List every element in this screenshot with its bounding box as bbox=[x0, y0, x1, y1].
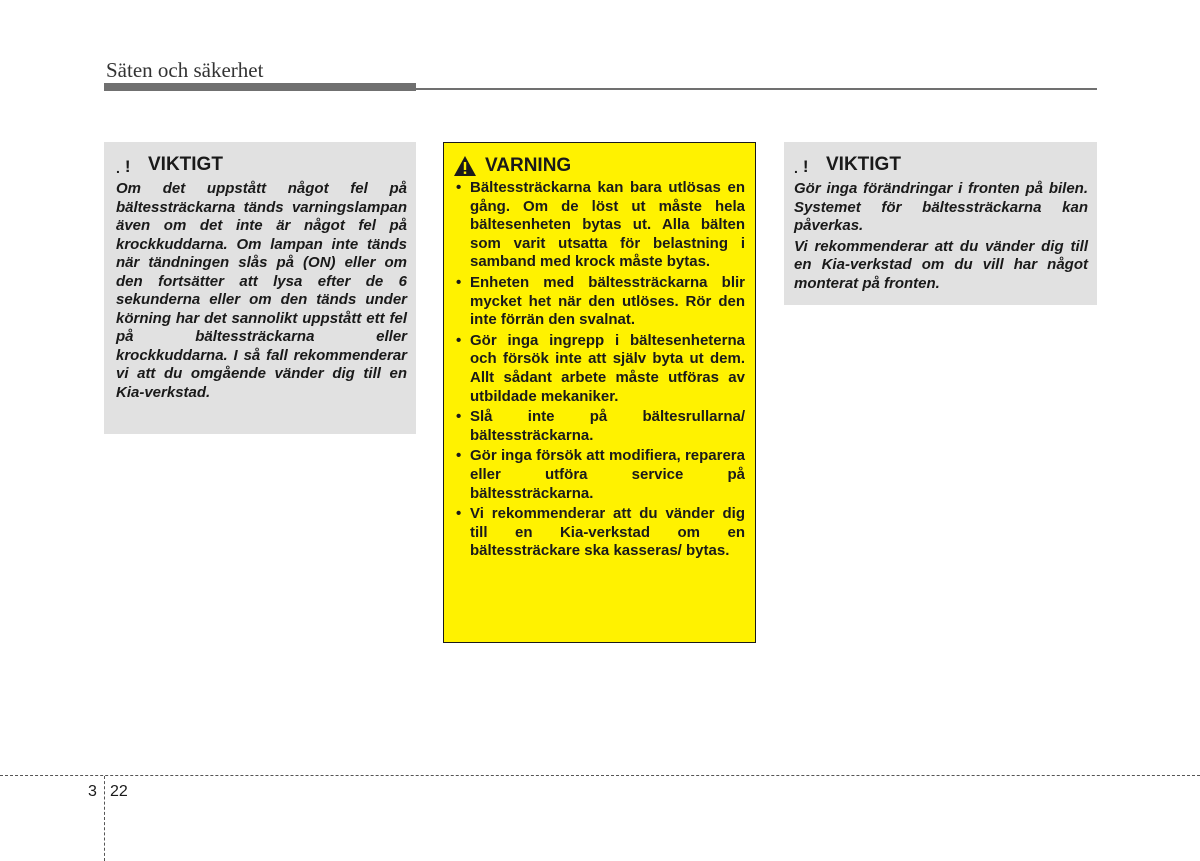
caution-exclamation-icon: . ! bbox=[794, 157, 809, 176]
footer-rule bbox=[0, 775, 1200, 776]
notice-heading bbox=[116, 154, 407, 176]
notice-body: Om det uppstått något fel på bältessträckarna tänds varningslampan även om det inte är något fel på krockkuddarna. Om lampan inte tänds när tändningen slås på (ON) eller om den fortsätter att lysa efter de 6 sekunderna eller om den tänds under körning har det sannolikt uppstått ett fel på bältessträckarna eller krockkuddarna. I så fall rekommenderar vi att du omgående vänder dig till en Kia-verkstad. bbox=[116, 180, 407, 401]
important-notice-right bbox=[784, 142, 1097, 305]
chapter-number: 3 bbox=[88, 783, 97, 800]
notice-title: VIKTIGT bbox=[148, 154, 223, 175]
page-number: 22 bbox=[110, 783, 128, 800]
warning-triangle-icon bbox=[453, 155, 477, 177]
header-rule-thick bbox=[104, 83, 416, 91]
notice-paragraph: Vi rekommenderar att du vänder dig till en Kia-verkstad om du vill har något monterat på fronten. bbox=[794, 237, 1088, 292]
notice-heading bbox=[794, 154, 1088, 176]
warning-heading bbox=[453, 155, 745, 177]
warning-notice bbox=[443, 142, 756, 643]
warning-item: • Slå inte på bältesrullarna/ bältessträckarna. bbox=[453, 408, 745, 445]
footer-divider bbox=[104, 776, 105, 861]
warning-title: VARNING bbox=[485, 155, 572, 176]
important-notice-left bbox=[104, 142, 416, 434]
header-rule-thin bbox=[416, 88, 1097, 90]
warning-item: • Vi rekommenderar att du vänder dig till en Kia-verkstad om en bältessträckare ska kasseras/ bytas. bbox=[453, 505, 745, 561]
notice-paragraph: Gör inga förändringar i fronten på bilen. Systemet för bältessträckarna kan påverkas. bbox=[794, 180, 1088, 234]
caution-exclamation-icon: . ! bbox=[116, 157, 131, 176]
warning-item: • Enheten med bältessträckarna blir mycket het när den utlöses. Rör den inte förrän den svalnat. bbox=[453, 274, 745, 330]
warning-item: • Gör inga försök att modifiera, reparera eller utföra service på bältessträckarna. bbox=[453, 447, 745, 503]
warning-item: • Bältessträckarna kan bara utlösas en gång. Om de löst ut måste hela bältesenheten bytas ut. Alla bälten som varit utsatta för belastning i samband med krock måste bytas. bbox=[453, 179, 745, 272]
notice-title: VIKTIGT bbox=[826, 154, 901, 175]
warning-item: • Gör inga ingrepp i bältesenheterna och försök inte att själv byta ut dem. Allt sådant arbete måste utföras av utbildade mekaniker. bbox=[453, 332, 745, 406]
warning-list bbox=[453, 179, 745, 561]
section-title: Säten och säkerhet bbox=[106, 58, 264, 82]
